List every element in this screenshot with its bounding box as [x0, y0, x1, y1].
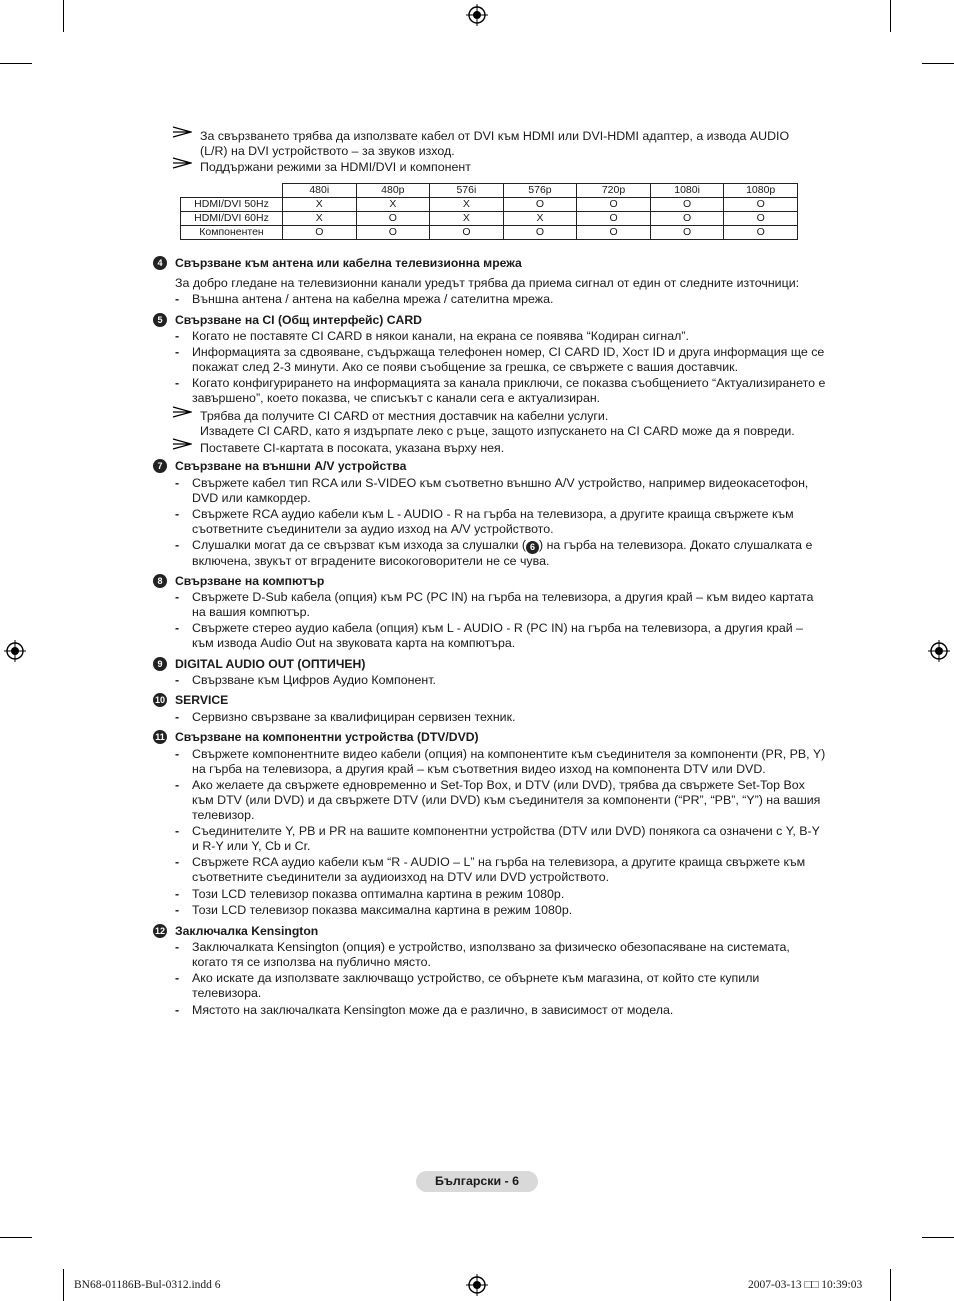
footer-filename: BN68-01186B-Bul-0312.indd 6 — [74, 1279, 221, 1291]
table-cell: X — [430, 198, 504, 212]
headphone-jack-number-badge: 6 — [526, 541, 539, 554]
modes-table — [180, 183, 798, 240]
list-item-text: Свързване към Цифров Аудио Компонент. — [192, 673, 436, 687]
table-cell: O — [577, 198, 651, 212]
bullet-dash: - — [175, 538, 180, 552]
footer-datetime: 2007-03-13 □□ 10:39:03 — [748, 1279, 863, 1291]
list-item-text: Свържете кабел тип RCA или S-VIDEO към съответно външно A/V устройство, например видеокасетофон, DVD или камкордер. — [192, 476, 809, 505]
list-item-text: Свържете стерео аудио кабела (опция) към L - AUDIO - R (PC IN) на гърба на телевизора, а другия край – към извода Audio Out на звуковата карта на компютъра. — [192, 621, 803, 650]
paragraph: За добро гледане на телевизионни канали уредът трябва да приема сигнал от един от следните източници: — [175, 276, 800, 290]
section-number-badge: 7 — [153, 459, 167, 473]
trim-mark — [63, 0, 64, 32]
list-item-text: Информацията за сдвояване, съдържаща телефонен номер, CI CARD ID, Хост ID и друга информация ще се покажат след 2-3 минути. Ако се появи съобщение за грешка, се свържете с вашия доставчик. — [192, 345, 825, 374]
column-header: 576p — [503, 184, 577, 198]
bullet-dash: - — [175, 903, 180, 917]
table-header-row — [181, 184, 798, 198]
section-title: Свързване към антена или кабелна телевизионна мрежа — [175, 256, 522, 270]
arrow-note-icon — [172, 406, 192, 418]
registration-mark-icon — [466, 4, 488, 26]
list-item-text: Когато конфигурирането на информацията за канала приключи, се показва съобщението “Актуализирането е завършено”, което показва, че списъкът с канали сега е актуализиран. — [192, 376, 826, 405]
text-fragment: Слушалки могат да се свързват към изхода за слушалки ( — [192, 538, 527, 552]
bullet-dash: - — [175, 376, 180, 390]
section-title: Свързване на компютър — [175, 574, 325, 588]
list-item-text: Ако желаете да свържете едновременно и Set-Top Box, и DTV (или DVD), трябва да свържете Set-Top Box към DTV (или DVD) и да свържете DTV (или DVD) към съединителя за компоненти (“PR”, “PB”, “Y”) на вашия телевизор. — [192, 778, 821, 822]
bullet-dash: - — [175, 887, 180, 901]
bullet-dash: - — [175, 940, 180, 954]
list-item-text — [192, 538, 827, 569]
list-item-text: Когато не поставяте CI CARD в някои канали, на екрана се появява “Кодиран сигнал”. — [192, 329, 689, 343]
note-text: Поставете CI-картата в посоката, указана върху нея. — [200, 441, 505, 455]
table-cell: O — [356, 212, 430, 226]
section-number-badge: 8 — [153, 574, 167, 588]
note-text: Поддържани режими за HDMI/DVI и компонент — [200, 160, 471, 174]
registration-mark-icon — [4, 640, 26, 662]
list-item-text: Ако искате да използвате заключващо устройство, се обърнете към магазина, от който сте купили телевизора. — [192, 971, 760, 1000]
column-header: 720p — [577, 184, 651, 198]
bullet-dash: - — [175, 345, 180, 359]
table-cell: O — [724, 212, 798, 226]
note-text: Извадете CI CARD, като я издърпате леко с ръце, защото изпускането на CI CARD може да я повреди. — [200, 424, 795, 438]
table-cell: O — [650, 198, 724, 212]
table-cell: O — [577, 212, 651, 226]
column-header: 1080i — [650, 184, 724, 198]
column-header: 480p — [356, 184, 430, 198]
table-row — [181, 226, 798, 240]
bullet-dash: - — [175, 590, 180, 604]
trim-mark — [890, 0, 891, 32]
column-header: 1080p — [724, 184, 798, 198]
section-title: Свързване на външни A/V устройства — [175, 459, 407, 473]
registration-mark-icon — [928, 640, 950, 662]
trim-mark — [922, 1237, 954, 1238]
row-header: Компонентен — [181, 226, 283, 240]
list-item-text: Свържете D-Sub кабела (опция) към PC (PC IN) на гърба на телевизора, а другия край – към видео картата на вашия компютър. — [192, 590, 814, 619]
section-title: Свързване на компонентни устройства (DTV/DVD) — [175, 730, 479, 744]
row-header: HDMI/DVI 50Hz — [181, 198, 283, 212]
list-item-text: Сервизно свързване за квалифициран сервизен техник. — [192, 710, 516, 724]
bullet-dash: - — [175, 476, 180, 490]
table-cell: O — [650, 212, 724, 226]
table-row — [181, 212, 798, 226]
table-corner-cell — [181, 184, 283, 198]
note-text: Трябва да получите CI CARD от местния доставчик на кабелни услуги. — [200, 409, 609, 423]
arrow-note-icon — [172, 438, 192, 450]
section-number-badge: 11 — [153, 730, 167, 744]
trim-mark — [0, 1237, 32, 1238]
table-cell: O — [356, 226, 430, 240]
section-number-badge: 9 — [153, 657, 167, 671]
trim-mark — [890, 1269, 891, 1301]
section-title: SERVICE — [175, 693, 229, 707]
section-number-badge: 4 — [153, 256, 167, 270]
row-header: HDMI/DVI 60Hz — [181, 212, 283, 226]
trim-mark — [922, 63, 954, 64]
note-text: За свързването трябва да използвате кабел от DVI към HDMI или DVI-HDMI адаптер, а извода AUDIO (L/R) на DVI устройството – за звуков изход. — [200, 129, 790, 158]
table-cell: O — [724, 198, 798, 212]
bullet-dash: - — [175, 673, 180, 687]
text-fragment: ) на гърба на телевизора. Докато слушалката е включена, звукът от вградените високоговорители не се чува. — [192, 538, 813, 568]
bullet-dash: - — [175, 329, 180, 343]
list-item-text: Този LCD телевизор показва максимална картина в режим 1080p. — [192, 903, 573, 917]
bullet-dash: - — [175, 824, 180, 838]
table-cell: X — [283, 212, 357, 226]
table-cell: O — [503, 226, 577, 240]
list-item-text: Свържете RCA аудио кабели към “R - AUDIO – L” на гърба на телевизора, а другите краища свържете към съответните съединители за аудиоизход на DTV или DVD устройството. — [192, 855, 806, 884]
arrow-note-icon — [172, 157, 192, 169]
list-item-text: Свържете компонентните видео кабели (опция) на компонентите към съединителя за компоненти (PR, PB, Y) на гърба на телевизора, а другия край – към съответния видео изход на компонента DTV или DVD. — [192, 747, 826, 776]
table-cell: X — [503, 212, 577, 226]
table-cell: O — [577, 226, 651, 240]
table-cell: O — [724, 226, 798, 240]
page-number-badge: Български - 6 — [416, 1171, 538, 1192]
section-number-badge: 12 — [154, 926, 165, 936]
table-cell: X — [430, 212, 504, 226]
bullet-dash: - — [175, 778, 180, 792]
column-header: 576i — [430, 184, 504, 198]
bullet-dash: - — [175, 747, 180, 761]
bullet-dash: - — [175, 971, 180, 985]
bullet-dash: - — [175, 621, 180, 635]
list-item-text: Външна антена / антена на кабелна мрежа / сателитна мрежа. — [192, 292, 554, 306]
list-item-text: Този LCD телевизор показва оптимална картина в режим 1080p. — [192, 887, 565, 901]
list-item-text: Заключалката Kensington (опция) е устройство, използвано за физическо обезопасяване на системата, когато тя се използва на публично място. — [192, 940, 790, 969]
arrow-note-icon — [172, 126, 192, 138]
list-item-text: Свържете RCA аудио кабели към L - AUDIO - R на гърба на телевизора, а другите краища свържете към съответните съединители за аудио изход на A/V устройството. — [192, 507, 794, 536]
bullet-dash: - — [175, 507, 180, 521]
section-title: Заключалка Kensington — [175, 924, 319, 938]
section-number-badge: 10 — [154, 695, 165, 705]
table-cell: X — [283, 198, 357, 212]
table-cell: X — [356, 198, 430, 212]
registration-mark-icon — [466, 1274, 488, 1296]
table-cell: O — [430, 226, 504, 240]
table-cell: O — [283, 226, 357, 240]
column-header: 480i — [283, 184, 357, 198]
table-cell: O — [650, 226, 724, 240]
bullet-dash: - — [175, 1003, 180, 1017]
table-row — [181, 198, 798, 212]
list-item-text: Съединителите Y, PB и PR на вашите компонентни устройства (DTV или DVD) понякога са означени с Y, B-Y и R-Y или Y, Cb и Cr. — [192, 824, 820, 853]
bullet-dash: - — [175, 292, 180, 306]
table-cell: O — [503, 198, 577, 212]
section-number-badge: 5 — [153, 313, 167, 327]
bullet-dash: - — [175, 710, 180, 724]
trim-mark — [0, 63, 32, 64]
section-title: Свързване на CI (Общ интерфейс) CARD — [175, 313, 422, 327]
bullet-dash: - — [175, 855, 180, 869]
trim-mark — [63, 1269, 64, 1301]
section-title: DIGITAL AUDIO OUT (ОПТИЧЕН) — [175, 657, 366, 671]
list-item-text: Мястото на заключалката Kensington може да е различно, в зависимост от модела. — [192, 1003, 674, 1017]
